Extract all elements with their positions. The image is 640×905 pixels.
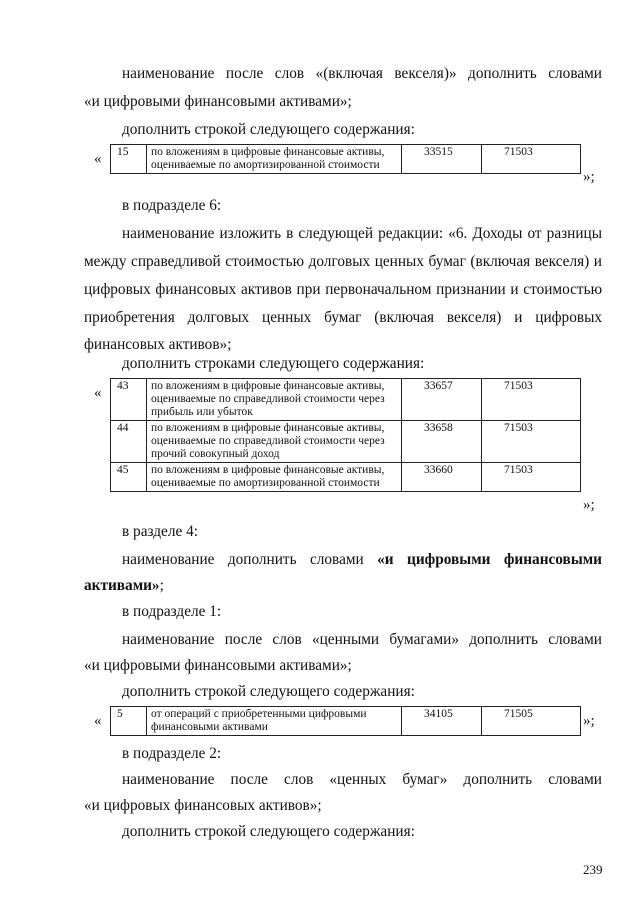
- bold-text: «и цифровыми финансовыми: [377, 551, 602, 568]
- table-row: [111, 707, 581, 736]
- row-number: 5: [111, 707, 147, 736]
- plain-text: наименование дополнить словами: [122, 551, 364, 568]
- page-number: 239: [583, 862, 603, 877]
- paragraph-line: цифровых финансовых активов при первоначальном признании и стоимостью: [84, 281, 602, 298]
- paragraph-line: приобретения долговых ценных бумаг (включая векселя) и цифровых: [84, 309, 602, 326]
- account-code: 71503: [482, 463, 581, 492]
- row-name: по вложениям в цифровые финансовые активы, оцениваемые по справедливой стоимости через прочий совокупный доход: [147, 421, 402, 463]
- paragraph-line: «и цифровыми финансовыми активами»;: [84, 657, 352, 674]
- account-code: 33660: [402, 463, 482, 492]
- paragraph-line: дополнить строкой следующего содержания:: [122, 823, 415, 840]
- paragraph-line: наименование после слов «ценными бумагами» дополнить словами: [122, 631, 602, 648]
- account-code: 71503: [482, 421, 581, 463]
- paragraph-line: «и цифровыми финансовыми активами»;: [84, 93, 352, 110]
- bold-text: активами»: [84, 577, 160, 594]
- paragraph-line: наименование после слов «ценных бумаг» дополнить словами: [122, 771, 602, 788]
- paragraph-line: между справедливой стоимостью долговых ценных бумаг (включая векселя) и: [84, 253, 602, 270]
- open-quote: «: [94, 151, 102, 167]
- table-row: [111, 463, 581, 492]
- close-quote: »;: [583, 169, 595, 185]
- table-row: [111, 145, 581, 174]
- table-row: [111, 379, 581, 421]
- row-number: 45: [111, 463, 147, 492]
- paragraph-line: [122, 550, 602, 570]
- account-code: 34105: [402, 707, 482, 736]
- accounts-table-3: [110, 706, 581, 736]
- plain-text: ;: [159, 577, 164, 594]
- close-quote: »;: [583, 713, 595, 729]
- paragraph-line: финансовых активов»;: [84, 336, 232, 353]
- paragraph-line: дополнить строкой следующего содержания:: [122, 121, 415, 138]
- paragraph-line: дополнить строками следующего содержания:: [122, 355, 425, 372]
- paragraph-line: в подразделе 2:: [122, 745, 222, 762]
- paragraph-line: в подразделе 1:: [122, 603, 222, 620]
- account-code: 71503: [482, 379, 581, 421]
- open-quote: «: [94, 385, 102, 401]
- row-name: по вложениям в цифровые финансовые активы, оцениваемые по справедливой стоимости через прибыль или убыток: [147, 379, 402, 421]
- paragraph-line: наименование изложить в следующей редакции: «6. Доходы от разницы: [122, 225, 602, 242]
- account-code: 71503: [482, 145, 581, 174]
- paragraph-line: наименование после слов «(включая векселя)» дополнить словами: [122, 65, 602, 82]
- table-row: [111, 421, 581, 463]
- account-code: 33515: [402, 145, 482, 174]
- paragraph-line: «и цифровых финансовых активов»;: [84, 797, 322, 814]
- paragraph-line: [84, 576, 164, 596]
- row-name: по вложениям в цифровые финансовые активы, оцениваемые по амортизированной стоимости: [147, 463, 402, 492]
- paragraph-line: в подразделе 6:: [122, 197, 222, 214]
- paragraph-line: дополнить строкой следующего содержания:: [122, 683, 415, 700]
- close-quote: »;: [583, 497, 595, 513]
- row-name: от операций с приобретенными цифровыми финансовыми активами: [147, 707, 402, 736]
- row-number: 44: [111, 421, 147, 463]
- accounts-table-2: [110, 378, 581, 492]
- account-code: 33658: [402, 421, 482, 463]
- row-number: 43: [111, 379, 147, 421]
- open-quote: «: [94, 713, 102, 729]
- paragraph-line: в разделе 4:: [122, 523, 198, 540]
- accounts-table-1: [110, 144, 581, 174]
- account-code: 71505: [482, 707, 581, 736]
- account-code: 33657: [402, 379, 482, 421]
- row-name: по вложениям в цифровые финансовые активы, оцениваемые по амортизированной стоимости: [147, 145, 402, 174]
- row-number: 15: [111, 145, 147, 174]
